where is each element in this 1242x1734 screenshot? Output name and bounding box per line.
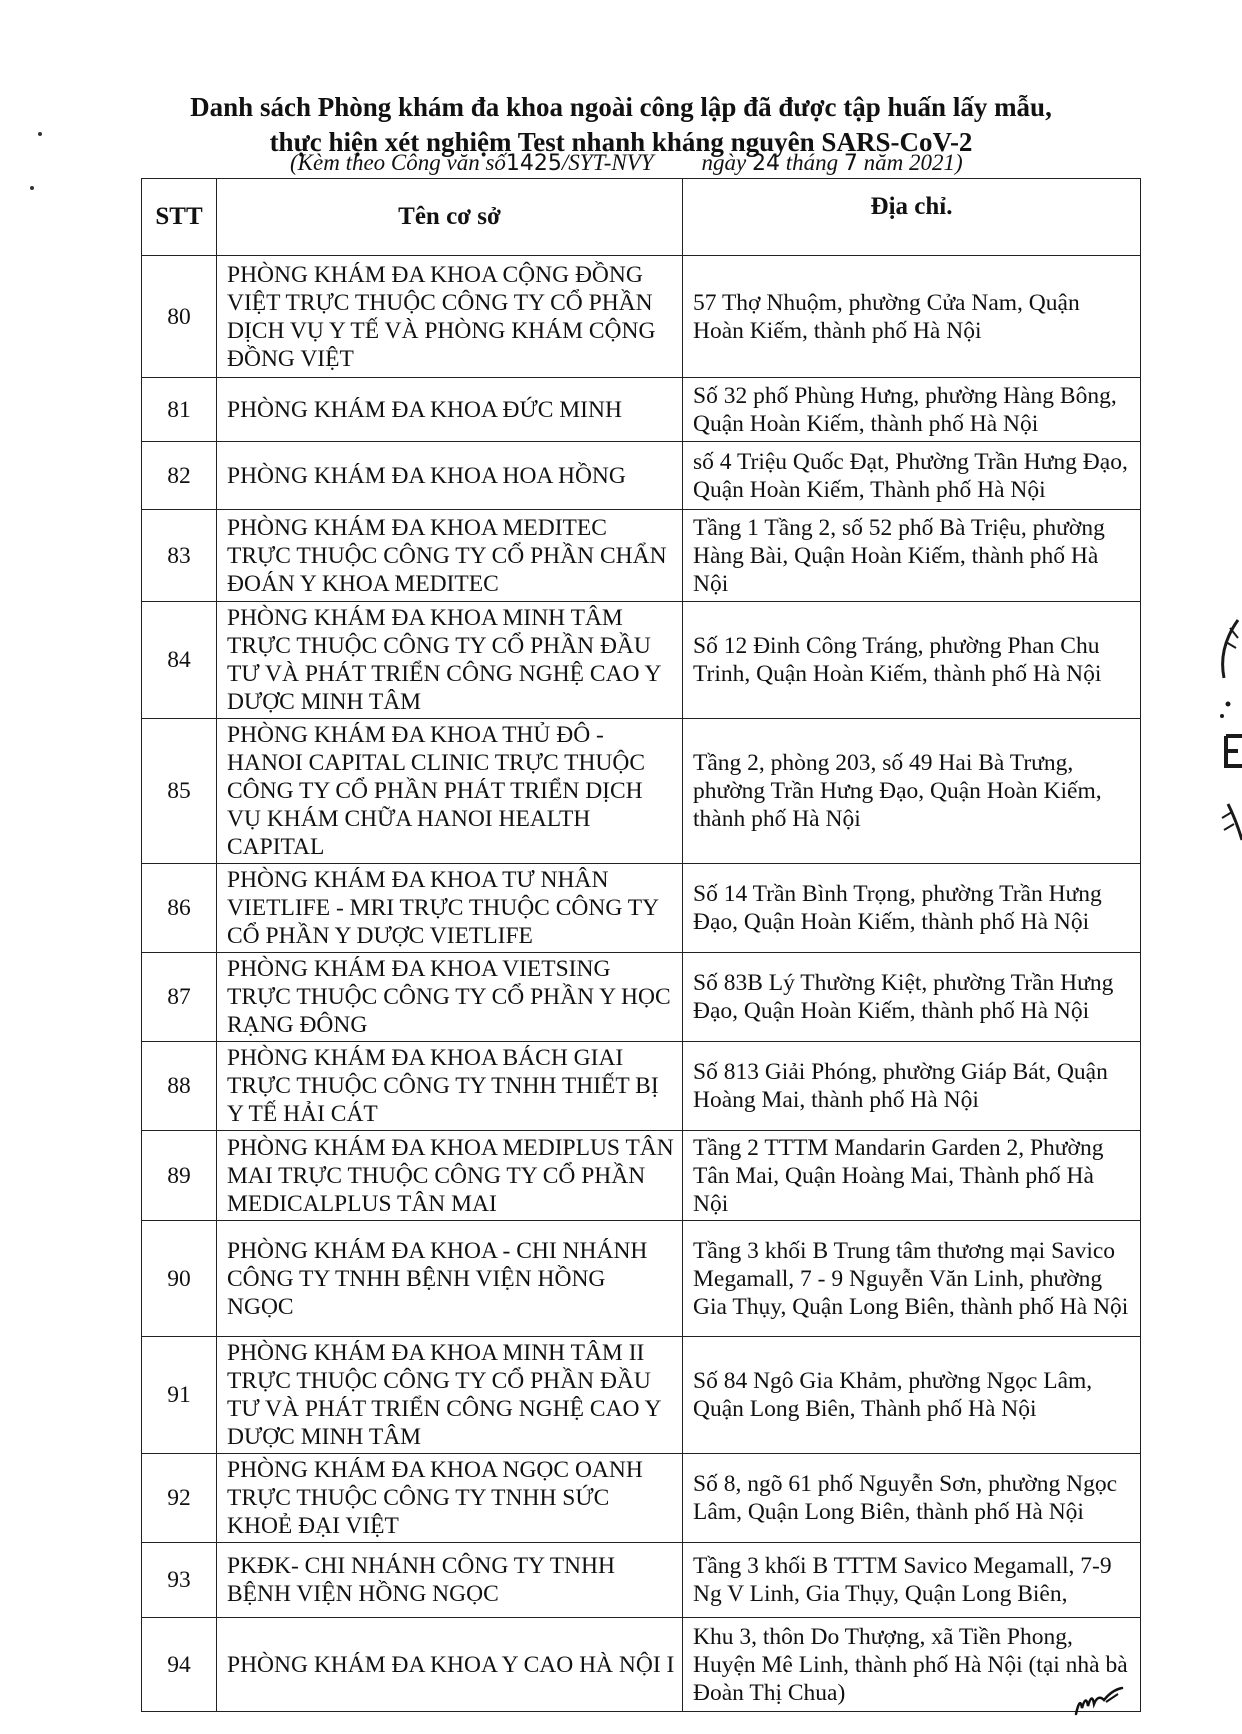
signature-initials-icon — [1072, 1680, 1124, 1718]
row-clinic-name: PHÒNG KHÁM ĐA KHOA CỘNG ĐỒNG VIỆT TRỰC THUỘC CÔNG TY CỔ PHẦN DỊCH VỤ Y TẾ VÀ PHÒNG KHÁM CỘNG ĐỒNG VIỆT — [217, 256, 683, 378]
table-row — [142, 1042, 1141, 1131]
row-stt: 92 — [142, 1454, 217, 1543]
header-stt: STT — [142, 179, 217, 256]
row-clinic-name: PHÒNG KHÁM ĐA KHOA MEDITEC TRỰC THUỘC CÔNG TY CỔ PHẦN CHẨN ĐOÁN Y KHOA MEDITEC — [217, 510, 683, 602]
document-title-line-1: Danh sách Phòng khám đa khoa ngoài công lập đã được tập huấn lấy mẫu, — [190, 92, 1052, 122]
row-clinic-name: PHÒNG KHÁM ĐA KHOA Y CAO HÀ NỘI I — [217, 1618, 683, 1712]
table-header-row — [142, 179, 1141, 256]
year-text: năm 2021) — [863, 150, 963, 175]
table-row — [142, 1337, 1141, 1454]
header-name: Tên cơ sở — [217, 179, 683, 256]
table-row — [142, 442, 1141, 510]
table-row — [142, 1454, 1141, 1543]
row-address: Số 12 Đinh Công Tráng, phường Phan Chu Trinh, Quận Hoàn Kiếm, thành phố Hà Nội — [683, 602, 1141, 719]
row-clinic-name: PHÒNG KHÁM ĐA KHOA THỦ ĐÔ - HANOI CAPITAL CLINIC TRỰC THUỘC CÔNG TY CỔ PHẦN PHÁT TRIỂN DỊCH VỤ KHÁM CHỮA HANOI HEALTH CAPITAL — [217, 719, 683, 864]
table-row — [142, 953, 1141, 1042]
row-stt: 91 — [142, 1337, 217, 1454]
row-address: Tầng 3 khối B TTTM Savico Megamall, 7-9 Ng V Linh, Gia Thụy, Quận Long Biên, — [683, 1543, 1141, 1618]
partial-stamp-icon — [1208, 608, 1242, 848]
scan-speck — [30, 186, 34, 190]
day-label: ngày — [701, 150, 747, 175]
row-clinic-name: PHÒNG KHÁM ĐA KHOA BÁCH GIAI TRỰC THUỘC CÔNG TY TNHH THIẾT BỊ Y TẾ HẢI CÁT — [217, 1042, 683, 1131]
row-address: Tầng 2 TTTM Mandarin Garden 2, Phường Tân Mai, Quận Hoàng Mai, Thành phố Hà Nội — [683, 1131, 1141, 1221]
row-stt: 85 — [142, 719, 217, 864]
row-address: Khu 3, thôn Do Thượng, xã Tiền Phong, Huyện Mê Linh, thành phố Hà Nội (tại nhà bà Đoàn Thị Chua) — [683, 1618, 1141, 1712]
handwritten-doc-number: 1425 — [505, 151, 562, 176]
row-clinic-name: PHÒNG KHÁM ĐA KHOA NGỌC OANH TRỰC THUỘC CÔNG TY TNHH SỨC KHOẺ ĐẠI VIỆT — [217, 1454, 683, 1543]
row-stt: 86 — [142, 864, 217, 953]
clinic-table — [141, 178, 1141, 1712]
reference-prefix: (Kèm theo Công văn số — [290, 150, 506, 175]
table-row — [142, 1131, 1141, 1221]
row-address: Tầng 3 khối B Trung tâm thương mại Savico Megamall, 7 - 9 Nguyễn Văn Linh, phường Gia Thụy, Quận Long Biên, thành phố Hà Nội — [683, 1221, 1141, 1337]
row-clinic-name: PKĐK- CHI NHÁNH CÔNG TY TNHH BỆNH VIỆN HỒNG NGỌC — [217, 1543, 683, 1618]
handwritten-month: 7 — [843, 151, 858, 176]
row-address: Tầng 1 Tầng 2, số 52 phố Bà Triệu, phường Hàng Bài, Quận Hoàn Kiếm, thành phố Hà Nội — [683, 510, 1141, 602]
row-clinic-name: PHÒNG KHÁM ĐA KHOA MINH TÂM II TRỰC THUỘC CÔNG TY CỔ PHẦN ĐẦU TƯ VÀ PHÁT TRIỂN CÔNG NGHỆ CAO Y DƯỢC MINH TÂM — [217, 1337, 683, 1454]
row-stt: 89 — [142, 1131, 217, 1221]
table-row — [142, 1618, 1141, 1712]
document-title-line-2: thực hiện xét nghiệm Test nhanh kháng nguyên SARS-CoV-2 — [269, 127, 973, 157]
month-label: tháng — [785, 150, 839, 175]
row-stt: 81 — [142, 378, 217, 442]
row-address: Số 83B Lý Thường Kiệt, phường Trần Hưng Đạo, Quận Hoàn Kiếm, thành phố Hà Nội — [683, 953, 1141, 1042]
row-stt: 93 — [142, 1543, 217, 1618]
table-row — [142, 256, 1141, 378]
row-stt: 82 — [142, 442, 217, 510]
row-address: Số 813 Giải Phóng, phường Giáp Bát, Quận Hoàng Mai, thành phố Hà Nội — [683, 1042, 1141, 1131]
reference-suffix: /SYT-NVY — [561, 150, 654, 175]
row-stt: 94 — [142, 1618, 217, 1712]
row-clinic-name: PHÒNG KHÁM ĐA KHOA TƯ NHÂN VIETLIFE - MRI TRỰC THUỘC CÔNG TY CỔ PHẦN Y DƯỢC VIETLIFE — [217, 864, 683, 953]
row-clinic-name: PHÒNG KHÁM ĐA KHOA HOA HỒNG — [217, 442, 683, 510]
header-address: Địa chỉ. — [683, 179, 1141, 256]
document-reference-line — [290, 150, 963, 176]
handwritten-day: 24 — [752, 151, 780, 176]
row-clinic-name: PHÒNG KHÁM ĐA KHOA - CHI NHÁNH CÔNG TY TNHH BỆNH VIỆN HỒNG NGỌC — [217, 1221, 683, 1337]
row-address: Số 8, ngõ 61 phố Nguyễn Sơn, phường Ngọc Lâm, Quận Long Biên, thành phố Hà Nội — [683, 1454, 1141, 1543]
table-row — [142, 378, 1141, 442]
table-row — [142, 510, 1141, 602]
row-address: Tầng 2, phòng 203, số 49 Hai Bà Trưng, phường Trần Hưng Đạo, Quận Hoàn Kiếm, thành phố Hà Nội — [683, 719, 1141, 864]
row-stt: 84 — [142, 602, 217, 719]
row-address: Số 14 Trần Bình Trọng, phường Trần Hưng Đạo, Quận Hoàn Kiếm, thành phố Hà Nội — [683, 864, 1141, 953]
row-stt: 80 — [142, 256, 217, 378]
row-address: Số 32 phố Phùng Hưng, phường Hàng Bông, Quận Hoàn Kiếm, thành phố Hà Nội — [683, 378, 1141, 442]
row-clinic-name: PHÒNG KHÁM ĐA KHOA VIETSING TRỰC THUỘC CÔNG TY CỔ PHẦN Y HỌC RẠNG ĐÔNG — [217, 953, 683, 1042]
table-row — [142, 719, 1141, 864]
table-row — [142, 1221, 1141, 1337]
row-clinic-name: PHÒNG KHÁM ĐA KHOA MEDIPLUS TÂN MAI TRỰC THUỘC CÔNG TY CỔ PHẦN MEDICALPLUS TÂN MAI — [217, 1131, 683, 1221]
row-stt: 90 — [142, 1221, 217, 1337]
row-stt: 83 — [142, 510, 217, 602]
row-clinic-name: PHÒNG KHÁM ĐA KHOA MINH TÂM TRỰC THUỘC CÔNG TY CỔ PHẦN ĐẦU TƯ VÀ PHÁT TRIỂN CÔNG NGHỆ CAO Y DƯỢC MINH TÂM — [217, 602, 683, 719]
row-address: 57 Thợ Nhuộm, phường Cửa Nam, Quận Hoàn Kiếm, thành phố Hà Nội — [683, 256, 1141, 378]
row-clinic-name: PHÒNG KHÁM ĐA KHOA ĐỨC MINH — [217, 378, 683, 442]
row-address: số 4 Triệu Quốc Đạt, Phường Trần Hưng Đạo, Quận Hoàn Kiếm, Thành phố Hà Nội — [683, 442, 1141, 510]
table-row — [142, 1543, 1141, 1618]
table-row — [142, 602, 1141, 719]
table-row — [142, 864, 1141, 953]
row-stt: 87 — [142, 953, 217, 1042]
row-address: Số 84 Ngô Gia Khảm, phường Ngọc Lâm, Quận Long Biên, Thành phố Hà Nội — [683, 1337, 1141, 1454]
row-stt: 88 — [142, 1042, 217, 1131]
